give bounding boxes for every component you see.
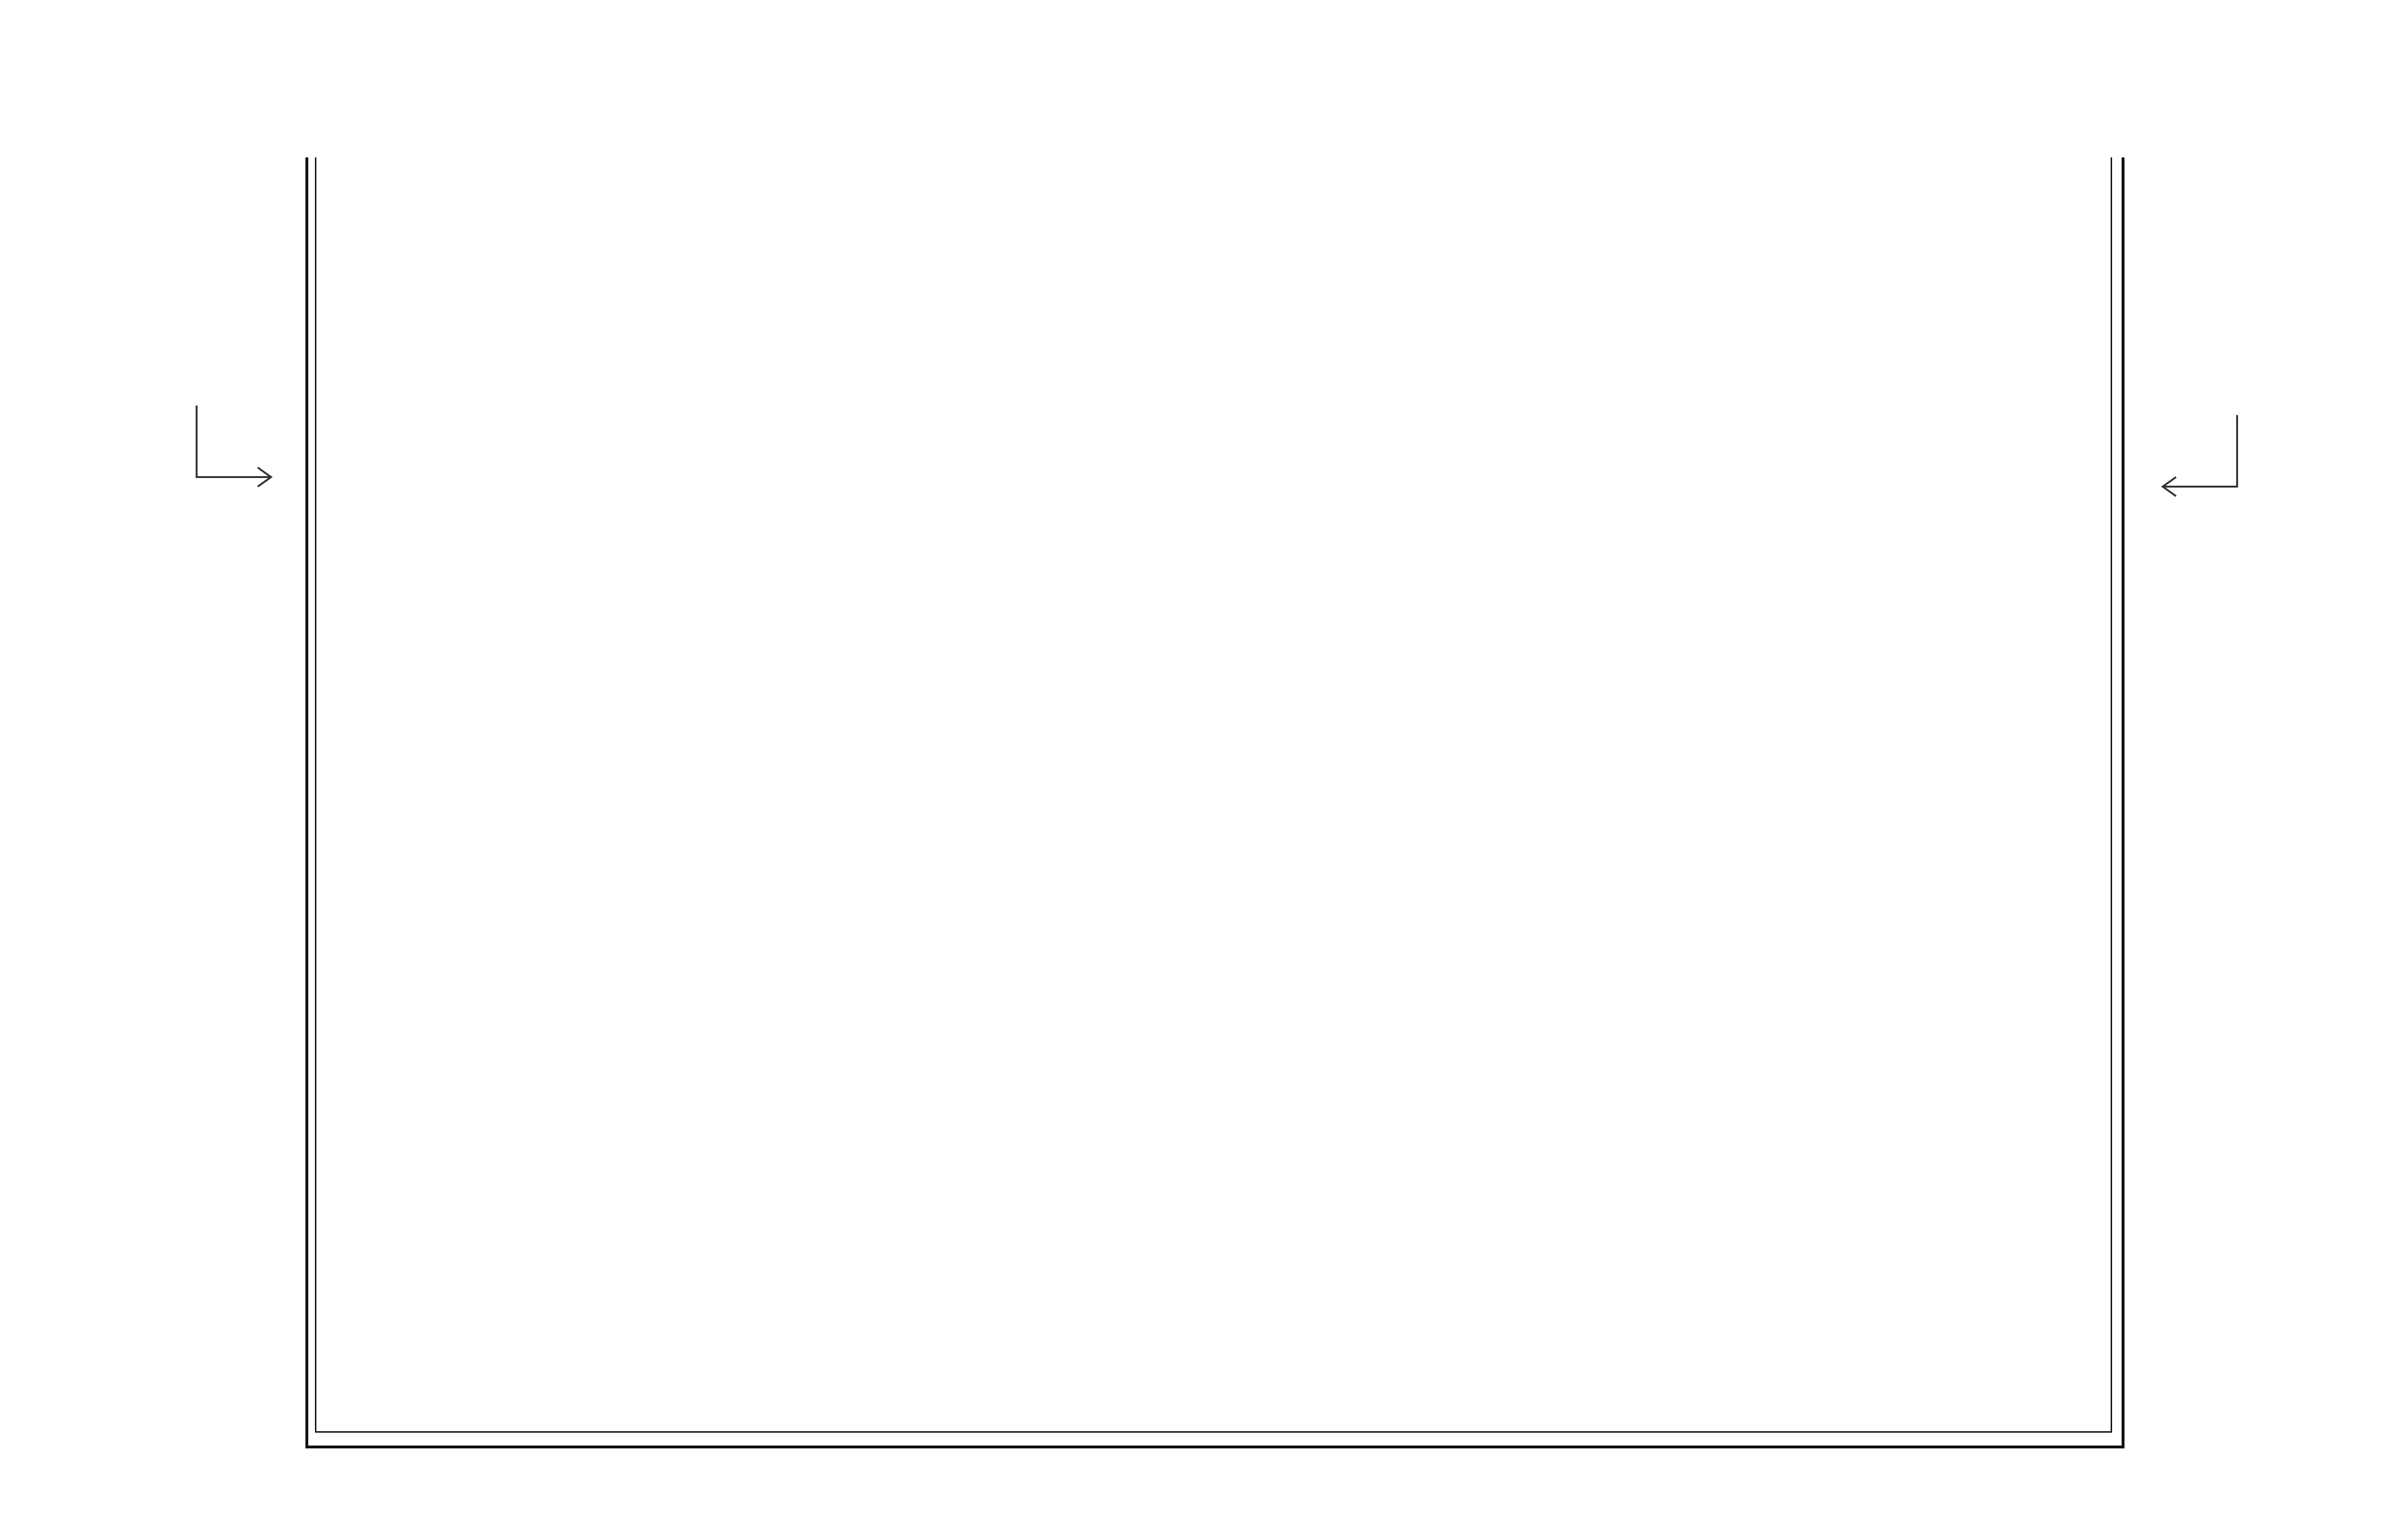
township-31-range-23 (372, 234, 2071, 272)
section-title (372, 1190, 2071, 1228)
township-28-range-24 (372, 673, 2071, 711)
left-arrow-mark (191, 401, 277, 496)
section-title (372, 673, 2071, 711)
page-frame-inner (315, 157, 2112, 1433)
section-title (372, 234, 2071, 272)
right-arrow-mark (2157, 410, 2243, 506)
township-29-range-24 (372, 1190, 2071, 1228)
